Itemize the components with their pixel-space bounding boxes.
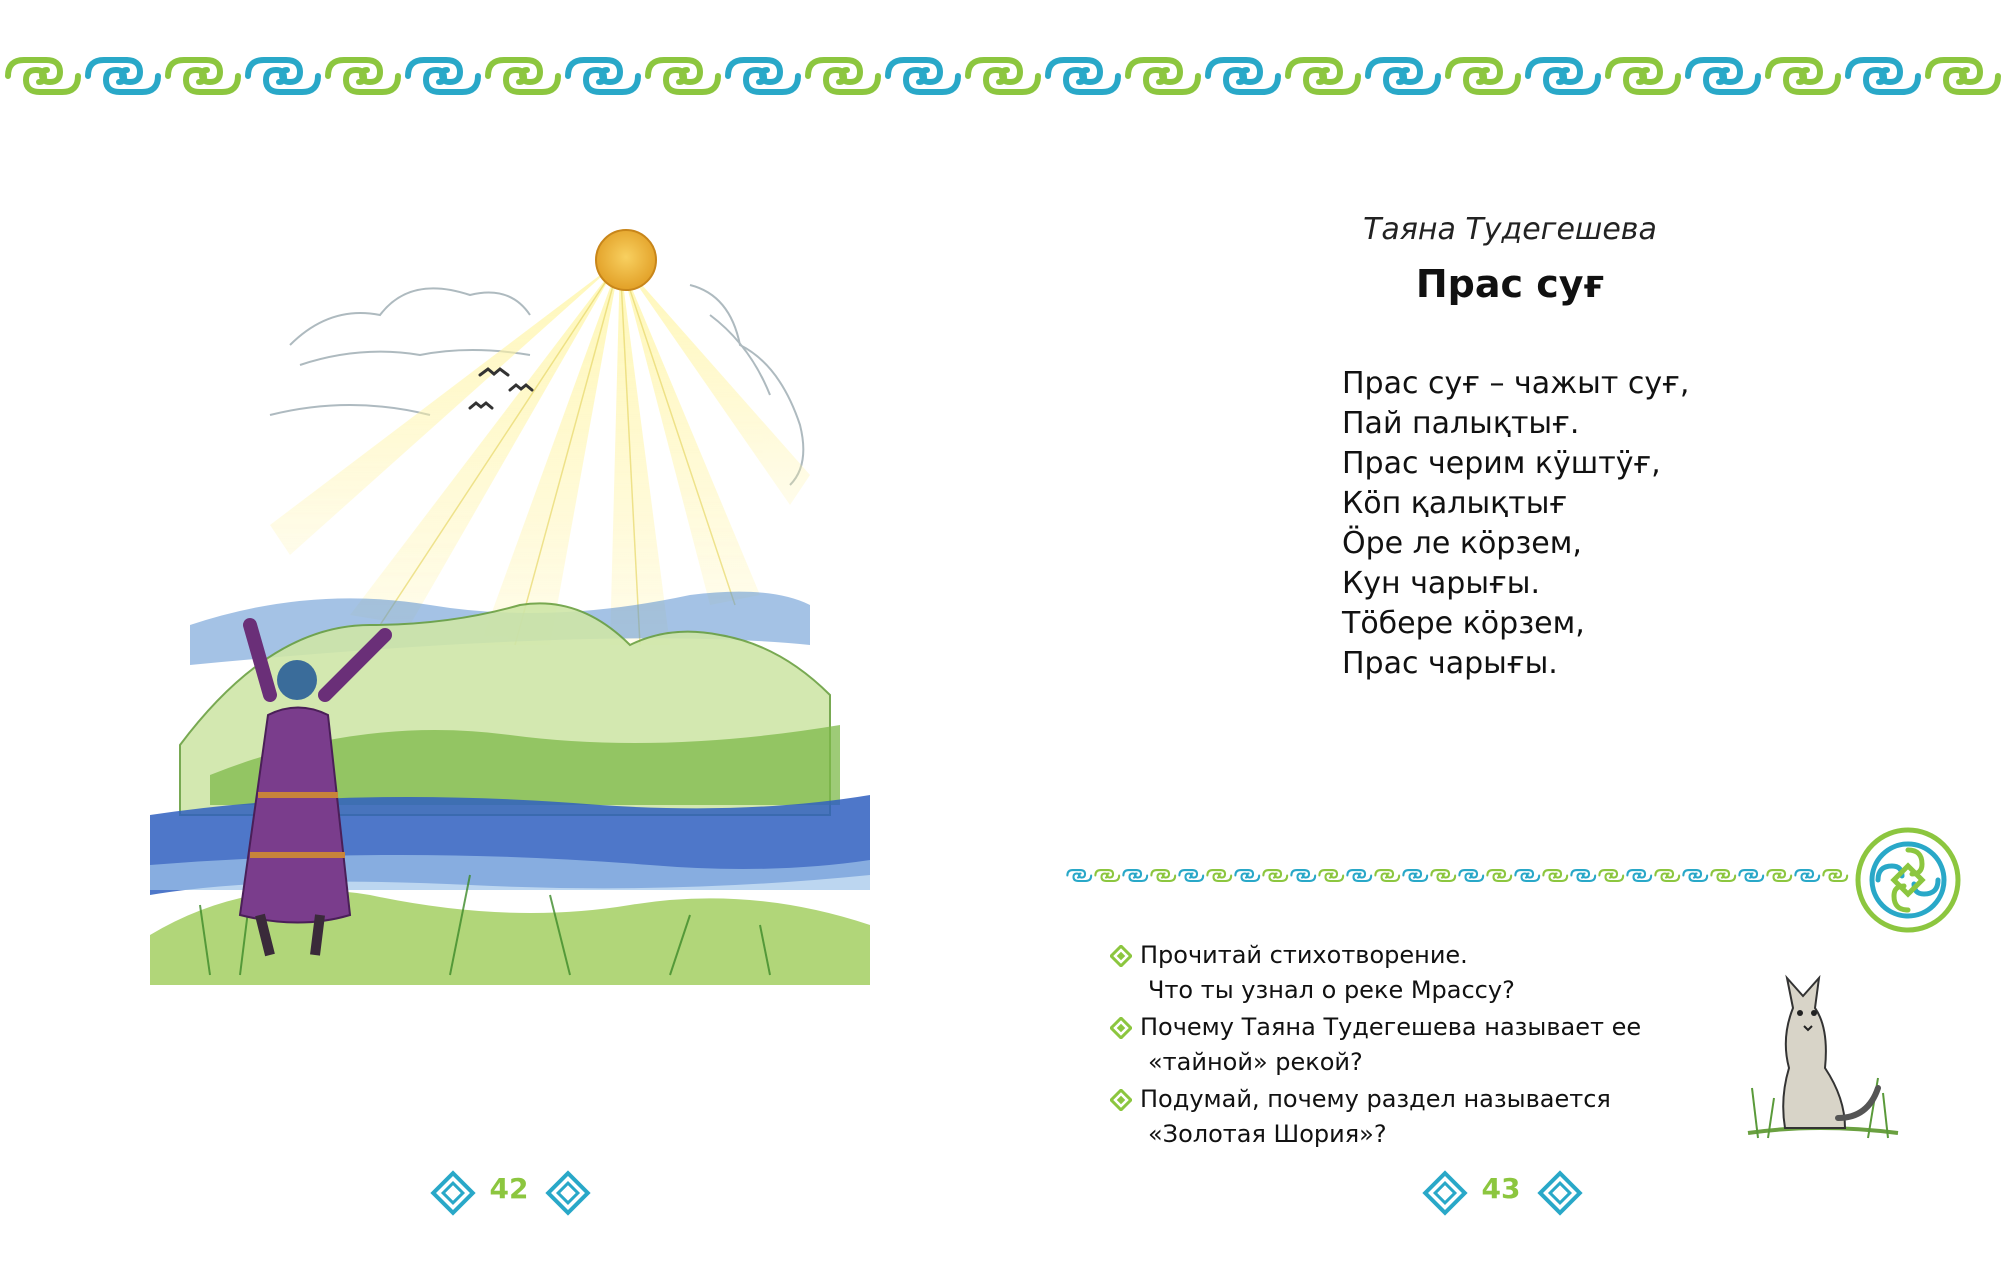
scroll-ornament-icon bbox=[728, 60, 798, 92]
scroll-ornament-icon bbox=[1928, 60, 1998, 92]
poem-line: Прас черим кӱштӱғ, bbox=[1342, 446, 1661, 481]
scroll-ornament-icon bbox=[1528, 60, 1598, 92]
scroll-ornament-icon bbox=[1403, 870, 1427, 881]
scroll-ornament-icon bbox=[1067, 870, 1091, 881]
question-text bbox=[1140, 938, 1515, 1008]
poem-line: Кӧп қалықтығ bbox=[1342, 486, 1568, 521]
scroll-ornament-icon bbox=[1739, 870, 1763, 881]
scroll-ornament-icon bbox=[1848, 60, 1918, 92]
question-line: Что ты узнал о реке Мрассу? bbox=[1148, 976, 1515, 1004]
scroll-ornament-icon bbox=[248, 60, 318, 92]
scroll-ornament-icon bbox=[1123, 870, 1147, 881]
scroll-ornament-icon bbox=[1767, 870, 1791, 881]
scroll-ornament-icon bbox=[1048, 60, 1118, 92]
scroll-ornament-icon bbox=[568, 60, 638, 92]
scroll-ornament-icon bbox=[1207, 870, 1231, 881]
scroll-ornament-icon bbox=[488, 60, 558, 92]
poem-line: Тӧбере кӧрзем, bbox=[1342, 606, 1585, 641]
page-number-left: 42 bbox=[489, 1172, 529, 1205]
question-text bbox=[1140, 1082, 1611, 1152]
diamond-bullet-icon bbox=[1110, 945, 1132, 967]
scroll-ornament-icon bbox=[1543, 870, 1567, 881]
scroll-ornament-icon bbox=[1627, 870, 1651, 881]
scroll-ornament-icon bbox=[1683, 870, 1707, 881]
scroll-ornament-icon bbox=[88, 60, 158, 92]
poem-title: Прас суғ bbox=[1415, 262, 1605, 306]
poem-line: Кун чарығы. bbox=[1342, 566, 1540, 601]
scroll-ornament-icon bbox=[1235, 870, 1259, 881]
scroll-ornament-icon bbox=[1179, 870, 1203, 881]
poem-line: Прас суғ – чажыт суғ, bbox=[1342, 366, 1690, 401]
scroll-ornament-icon bbox=[1319, 870, 1343, 881]
poem-author: Таяна Тудегешева bbox=[1363, 212, 1657, 247]
poem-body bbox=[1342, 364, 1689, 684]
scroll-ornament-icon bbox=[1655, 870, 1679, 881]
scroll-ornament-icon bbox=[1151, 870, 1175, 881]
scroll-ornament-icon bbox=[808, 60, 878, 92]
scroll-ornament-icon bbox=[1431, 870, 1455, 881]
question-line: «Золотая Шория»? bbox=[1148, 1120, 1387, 1148]
scroll-ornament-icon bbox=[968, 60, 1038, 92]
scroll-ornament-icon bbox=[648, 60, 718, 92]
scroll-ornament-icon bbox=[1208, 60, 1278, 92]
scroll-ornament-icon bbox=[1768, 60, 1838, 92]
page-ornament-icon bbox=[545, 1170, 591, 1216]
scroll-ornament-icon bbox=[1795, 870, 1819, 881]
scroll-ornament-icon bbox=[1711, 870, 1735, 881]
scroll-ornament-icon bbox=[1448, 60, 1518, 92]
scroll-ornament-icon bbox=[1291, 870, 1315, 881]
question-line: Почему Таяна Тудегешева называет ее bbox=[1140, 1013, 1642, 1041]
scroll-ornament-icon bbox=[328, 60, 398, 92]
scroll-ornament-icon bbox=[168, 60, 238, 92]
scroll-ornament-icon bbox=[1459, 870, 1483, 881]
sun bbox=[596, 230, 656, 290]
scroll-ornament-icon bbox=[1515, 870, 1539, 881]
scroll-ornament-icon bbox=[1599, 870, 1623, 881]
question-line: «тайной» рекой? bbox=[1148, 1048, 1363, 1076]
list-item bbox=[1110, 938, 1641, 1008]
scroll-ornament-icon bbox=[888, 60, 958, 92]
page-ornament-icon bbox=[1537, 1170, 1583, 1216]
page-ornament-icon bbox=[1422, 1170, 1468, 1216]
divider-ornament bbox=[1066, 866, 1856, 894]
question-text bbox=[1140, 1010, 1641, 1080]
poem-line: Прас чарығы. bbox=[1342, 646, 1558, 681]
question-line: Подумай, почему раздел называется bbox=[1140, 1085, 1611, 1113]
diamond-bullet-icon bbox=[1110, 1089, 1132, 1111]
scroll-ornament-icon bbox=[1608, 60, 1678, 92]
scroll-ornament-icon bbox=[1688, 60, 1758, 92]
list-item bbox=[1110, 1010, 1641, 1080]
scroll-ornament-icon bbox=[1571, 870, 1595, 881]
top-ornament-border bbox=[0, 48, 2008, 104]
question-list bbox=[1110, 938, 1641, 1154]
river-illustration bbox=[150, 175, 870, 985]
scroll-ornament-icon bbox=[1288, 60, 1358, 92]
list-item bbox=[1110, 1082, 1641, 1152]
poem-line: Ӧре ле кӧрзем, bbox=[1342, 526, 1582, 561]
scroll-ornament-icon bbox=[1347, 870, 1371, 881]
wolf-illustration bbox=[1738, 968, 1908, 1148]
scroll-ornament-icon bbox=[8, 60, 78, 92]
diamond-bullet-icon bbox=[1110, 1017, 1132, 1039]
poem-line: Пай палықтығ. bbox=[1342, 406, 1580, 441]
scroll-ornament-icon bbox=[1375, 870, 1399, 881]
scroll-ornament-icon bbox=[1263, 870, 1287, 881]
scroll-ornament-icon bbox=[1823, 870, 1847, 881]
page-number-right: 43 bbox=[1481, 1172, 1521, 1205]
question-line: Прочитай стихотворение. bbox=[1140, 941, 1468, 969]
rosette-ornament-icon bbox=[1848, 820, 1968, 940]
scroll-ornament-icon bbox=[1368, 60, 1438, 92]
scroll-ornament-icon bbox=[1095, 870, 1119, 881]
page-ornament-icon bbox=[430, 1170, 476, 1216]
scroll-ornament-icon bbox=[408, 60, 478, 92]
scroll-ornament-icon bbox=[1487, 870, 1511, 881]
scroll-ornament-icon bbox=[1128, 60, 1198, 92]
